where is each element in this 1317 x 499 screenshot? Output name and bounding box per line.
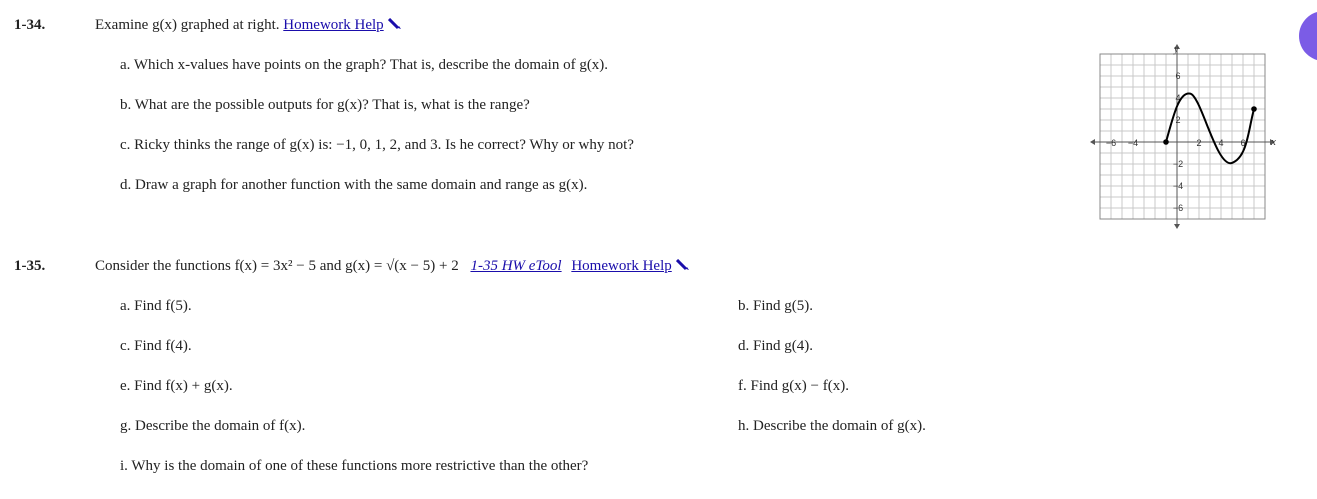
floating-action-button[interactable] bbox=[1299, 11, 1317, 61]
y-tick-label: 6 bbox=[1175, 71, 1181, 81]
part-1-34-d: d. Draw a graph for another function with the same domain and range as g(x). bbox=[120, 177, 588, 193]
part-1-35-h: h. Describe the domain of g(x). bbox=[738, 418, 926, 434]
part-1-35-f: f. Find g(x) − f(x). bbox=[738, 378, 849, 394]
part-1-35-b: b. Find g(5). bbox=[738, 298, 813, 314]
x-tick-label: 4 bbox=[1218, 138, 1224, 148]
endpoint-left bbox=[1163, 139, 1169, 145]
y-tick-label: −6 bbox=[1172, 203, 1184, 213]
part-1-35-g: g. Describe the domain of f(x). bbox=[120, 418, 306, 434]
problem-1-35-prompt bbox=[95, 258, 690, 276]
x-tick-label: 2 bbox=[1196, 138, 1202, 148]
etool-link[interactable]: 1-35 HW eTool bbox=[470, 258, 562, 274]
problem-number-1-34: 1-34. bbox=[14, 17, 46, 33]
pencil-icon bbox=[388, 18, 402, 35]
y-tick-label: −2 bbox=[1172, 159, 1184, 169]
part-1-35-d: d. Find g(4). bbox=[738, 338, 813, 354]
part-1-35-c: c. Find f(4). bbox=[120, 338, 192, 354]
part-1-35-a: a. Find f(5). bbox=[120, 298, 192, 314]
part-1-35-e: e. Find f(x) + g(x). bbox=[120, 378, 233, 394]
prompt-text: Examine g(x) graphed at right. bbox=[95, 17, 280, 33]
part-1-35-i: i. Why is the domain of one of these functions more restrictive than the other? bbox=[120, 458, 589, 474]
problem-number-1-35: 1-35. bbox=[14, 258, 46, 274]
prompt-text: Consider the functions f(x) = 3x² − 5 and g(x) = √(x − 5) + 2 bbox=[95, 258, 459, 274]
graph-of-g bbox=[1090, 14, 1290, 234]
y-tick-label: 2 bbox=[1175, 115, 1181, 125]
x-tick-label: −4 bbox=[1127, 138, 1139, 148]
homework-help-link[interactable]: Homework Help bbox=[283, 17, 401, 33]
x-axis-arrow-left bbox=[1090, 139, 1095, 145]
grid-border bbox=[1100, 54, 1265, 219]
part-1-34-c: c. Ricky thinks the range of g(x) is: −1, 0, 1, 2, and 3. Is he correct? Why or why not? bbox=[120, 137, 634, 153]
x-axis-label: x bbox=[1271, 136, 1276, 148]
y-axis-label: y bbox=[1174, 44, 1179, 55]
pencil-icon bbox=[676, 259, 690, 276]
problem-1-34-prompt bbox=[95, 17, 402, 35]
y-tick-label: 4 bbox=[1175, 93, 1181, 103]
x-tick-label: 6 bbox=[1240, 138, 1246, 148]
x-tick-label: −6 bbox=[1105, 138, 1117, 148]
part-1-34-b: b. What are the possible outputs for g(x)? That is, what is the range? bbox=[120, 97, 530, 113]
part-1-34-a: a. Which x-values have points on the graph? That is, describe the domain of g(x). bbox=[120, 57, 609, 73]
homework-help-link-2[interactable]: Homework Help bbox=[571, 258, 689, 274]
y-tick-label: −4 bbox=[1172, 181, 1184, 191]
endpoint-right bbox=[1251, 106, 1257, 112]
y-axis-arrow-down bbox=[1174, 224, 1180, 229]
